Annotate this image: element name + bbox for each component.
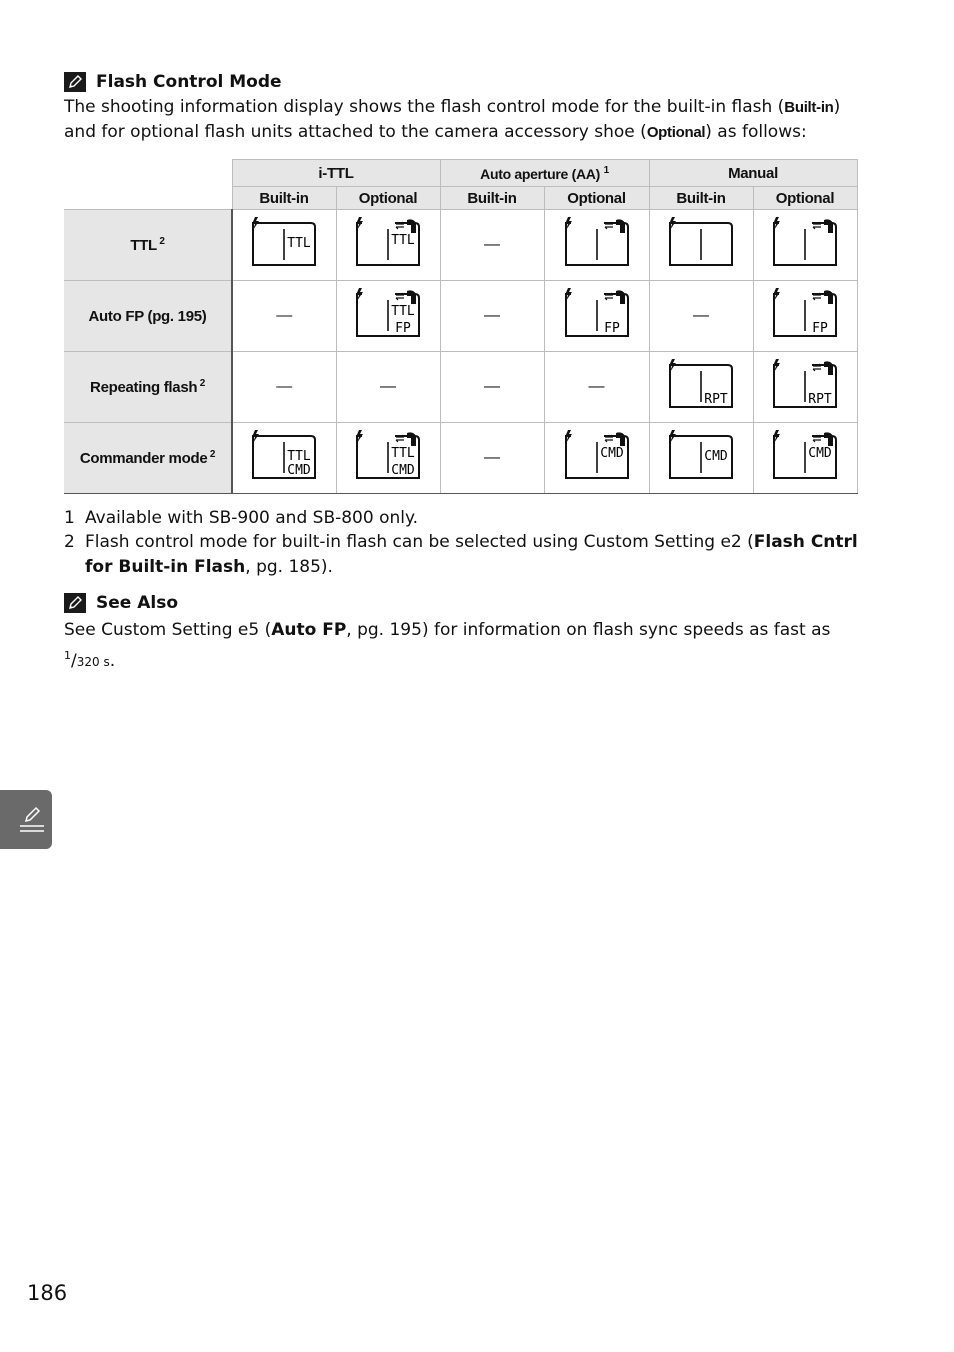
table-cell <box>649 352 753 423</box>
group-header-manual: Manual <box>649 160 857 187</box>
flash-mode-icon <box>353 428 423 484</box>
flash-mode-icon <box>770 215 840 271</box>
table-cell <box>649 423 753 494</box>
optional-term: Optional <box>646 124 706 141</box>
svg-text:TTL: TTL <box>287 235 311 251</box>
svg-text:CMD: CMD <box>808 445 832 461</box>
not-available-dash: — <box>276 307 293 324</box>
note-text: The shooting information display shows the flash control mode for the built-in flash ( <box>64 97 785 117</box>
table-cell <box>440 352 544 423</box>
subcol-header: Optional <box>336 187 440 210</box>
flash-mode-icon <box>770 428 840 484</box>
table-row <box>64 210 857 281</box>
svg-text:FP: FP <box>395 320 411 336</box>
group-header-auto-aperture: Auto aperture (AA) $^1$ <box>440 160 649 187</box>
svg-text:TTL: TTL <box>391 232 415 248</box>
table-cell <box>753 423 857 494</box>
not-available-dash: — <box>484 378 500 395</box>
footnote-text: Flash control mode for built-in flash can be selected using Custom Setting e2 (Flash Cntrl for Built-in Flash, pg. 185). <box>85 532 858 577</box>
svg-text:RPT: RPT <box>704 391 728 407</box>
flash-mode-icon <box>562 215 632 271</box>
table-cell <box>649 210 753 281</box>
footnote-text: Available with SB-900 and SB-800 only. <box>85 508 419 528</box>
not-available-dash: — <box>693 307 709 324</box>
note-heading-see-also <box>64 593 178 613</box>
footnote-number: 2 <box>64 532 75 552</box>
row-label: Repeating flash <box>90 379 198 396</box>
table-cell <box>440 423 544 494</box>
row-footnote-ref: 2 <box>156 236 165 247</box>
row-footnote-ref: 2 <box>197 378 205 389</box>
table-cell <box>232 352 336 423</box>
table-cell <box>544 281 649 352</box>
note-text: ) as follows: <box>705 122 807 142</box>
note-title: Flash Control Mode <box>96 72 282 92</box>
subcol-header: Built-in <box>649 187 753 210</box>
svg-text:TTL: TTL <box>287 448 311 464</box>
subcol-header: Optional <box>544 187 649 210</box>
svg-text:TTL: TTL <box>391 303 415 319</box>
table-cell <box>753 281 857 352</box>
flash-mode-icon <box>353 286 423 342</box>
table-cell <box>544 352 649 423</box>
table-cell <box>336 352 440 423</box>
table-cell <box>753 210 857 281</box>
row-footnote-ref: 2 <box>207 449 216 460</box>
table-row <box>64 352 857 423</box>
note-title: See Also <box>96 593 179 613</box>
svg-text:FP: FP <box>812 320 828 336</box>
flash-control-table <box>64 159 858 494</box>
row-header <box>64 210 232 281</box>
svg-text:CMD: CMD <box>287 462 311 478</box>
svg-text:TTL: TTL <box>391 445 415 461</box>
flash-mode-icon <box>666 215 736 271</box>
table-cell <box>544 423 649 494</box>
flash-mode-icon <box>770 357 840 413</box>
flash-mode-icon <box>562 286 632 342</box>
footnote-2 <box>64 530 864 580</box>
footnote-number: 1 <box>64 508 75 528</box>
row-header <box>64 423 232 494</box>
custom-settings-pencil-icon <box>0 790 52 849</box>
table-cell <box>753 352 857 423</box>
subcol-header: Built-in <box>440 187 544 210</box>
row-header <box>64 352 232 423</box>
svg-text:CMD: CMD <box>704 448 728 464</box>
not-available-dash: — <box>484 236 500 253</box>
see-also-body: See Custom Setting e5 (Auto FP, pg. 195) for information on flash sync speeds as fast as $^1$/320 s. <box>64 620 831 671</box>
flash-mode-icon <box>249 215 319 271</box>
not-available-dash: — <box>380 378 396 395</box>
row-header <box>64 281 232 352</box>
table-cell <box>232 281 336 352</box>
footnote-1 <box>64 506 864 531</box>
row-label: Auto FP (pg. 195) <box>88 307 207 325</box>
not-available-dash: — <box>588 378 605 395</box>
note-heading-flash-control-mode <box>64 72 282 92</box>
table-row <box>64 281 857 352</box>
table-cell <box>232 423 336 494</box>
not-available-dash: — <box>484 449 500 466</box>
group-header-ittl: i-TTL <box>232 160 440 187</box>
not-available-dash: — <box>484 307 500 324</box>
svg-text:RPT: RPT <box>808 391 832 407</box>
note-text: ) <box>833 97 841 117</box>
pencil-note-icon <box>64 72 86 92</box>
not-available-dash: — <box>276 378 293 395</box>
subcol-header: Built-in <box>232 187 336 210</box>
table-cell <box>336 423 440 494</box>
flash-mode-icon <box>249 428 319 484</box>
svg-text:CMD: CMD <box>599 445 624 461</box>
flash-mode-icon <box>770 286 840 342</box>
table-cell <box>440 281 544 352</box>
row-label: TTL <box>130 237 157 254</box>
table-cell <box>649 281 753 352</box>
page-number: 186 <box>27 1281 68 1305</box>
flash-mode-icon <box>666 428 736 484</box>
note-text: and for optional flash units attached to the camera accessory shoe ( <box>64 122 647 142</box>
flash-mode-icon <box>666 357 736 413</box>
table-cell <box>232 210 336 281</box>
table-cell <box>336 210 440 281</box>
svg-text:FP: FP <box>603 320 620 336</box>
pencil-note-icon <box>64 593 86 613</box>
note-body <box>64 95 864 145</box>
table-cell <box>336 281 440 352</box>
table-cell <box>440 210 544 281</box>
row-label: Commander mode <box>79 450 208 467</box>
table-cell <box>544 210 649 281</box>
built-in-term: Built-in <box>784 99 834 116</box>
flash-mode-icon <box>353 215 423 271</box>
subcol-header: Optional <box>753 187 857 210</box>
table-corner <box>64 160 232 210</box>
section-side-tab[interactable] <box>0 790 52 849</box>
flash-mode-icon <box>562 428 632 484</box>
table-row <box>64 423 857 494</box>
svg-text:CMD: CMD <box>391 462 415 478</box>
